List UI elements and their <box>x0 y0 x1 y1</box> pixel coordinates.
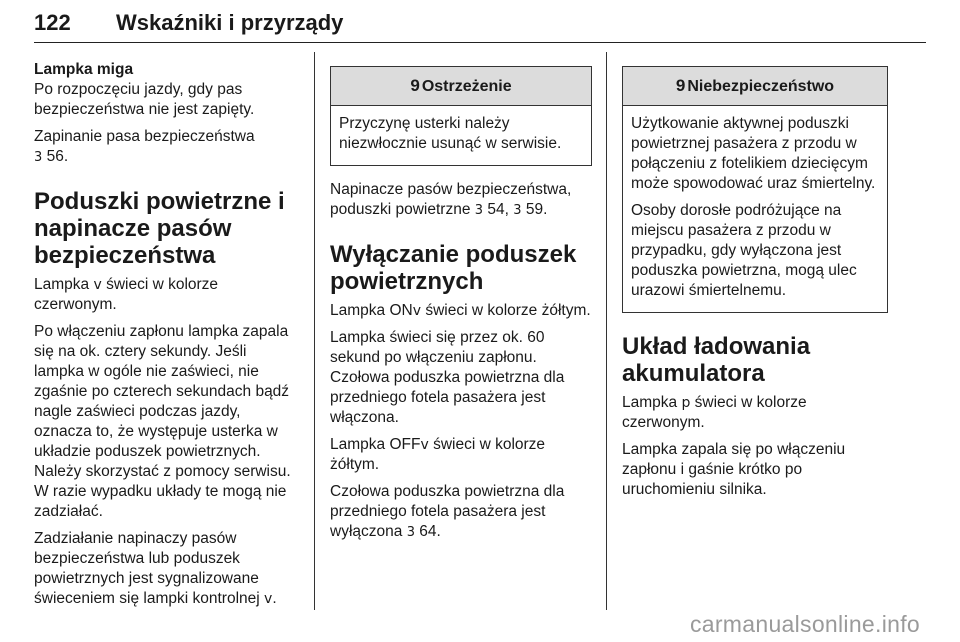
warning-header <box>331 67 591 106</box>
page-header <box>34 10 926 42</box>
page-number: 122 <box>34 10 71 35</box>
header-rule <box>34 42 926 43</box>
airbag-on-icon: v <box>412 303 421 319</box>
airbag-seatbelt-icon: v <box>93 277 102 293</box>
page-reference: 56. <box>46 148 69 165</box>
paragraph: Po rozpoczęciu jazdy, gdy pas bezpieczeństwa nie jest zapięty. <box>34 81 255 118</box>
paragraph: Zadziałanie napinaczy pasów bezpieczeństwa lub poduszek powietrznych jest sygnalizowane świeceniem się lampki kontrolnej v. <box>34 530 277 607</box>
cross-reference-arrow-icon: 3 <box>474 203 484 218</box>
watermark: carmanualsonline.info <box>689 611 920 637</box>
column-2 <box>330 66 592 550</box>
paragraph: Czołowa poduszka powietrzna dla przedniego fotela pasażera jest wyłączona 3 64. <box>330 483 565 540</box>
lead-heading: Lampka miga <box>34 61 134 78</box>
cross-reference-arrow-icon: 3 <box>513 203 522 218</box>
paragraph: Lampka OFFv świeci w kolorze żółtym. <box>330 436 546 473</box>
danger-text: Użytkowanie aktywnej poduszki powietrznej pasażera z przodu w połączeniu z fotelikiem dziecięcym może spowodować uraz śmiertelny. <box>631 115 876 192</box>
page-title: Wskaźniki i przyrządy <box>116 10 344 35</box>
paragraph: Lampka p świeci w kolorze czerwonym. <box>622 394 807 431</box>
warning-text: Przyczynę usterki należy niezwłocznie usunąć w serwisie. <box>339 115 562 152</box>
danger-text: Osoby dorosłe podróżujące na miejscu pasażera z przodu w przypadku, gdy wyłączona jest poduszka powietrzna, mogą ulec urazowi śmiertelnemu. <box>631 202 857 299</box>
danger-header <box>623 67 887 106</box>
paragraph: Zapinanie pasa bezpieczeństwa 3 56. <box>34 128 255 165</box>
paragraph: Napinacze pasów bezpieczeństwa, poduszki powietrzne 3 54, 3 59. <box>330 181 572 218</box>
column-divider <box>606 52 607 610</box>
section-heading: Układ ładowania akumulatora <box>622 333 811 387</box>
paragraph: Lampka ONv świeci w kolorze żółtym. <box>330 302 591 319</box>
page-reference: 59. <box>525 201 548 218</box>
paragraph: Po włączeniu zapłonu lampka zapala się na ok. cztery sekundy. Jeśli lampka w ogóle nie zaświeci, nie zgaśnie po czterech sekundach bądź nagle zaświeci podczas jazdy, oznacza to, że występuje usterka w układzie poduszek powietrznych. Należy skorzystać z pomocy serwisu. W razie wypadku układy te mogą nie zadziałać. <box>34 323 291 520</box>
warning-triangle-icon: 9 <box>410 76 420 95</box>
warning-box <box>330 66 592 166</box>
section-heading: Wyłączanie poduszek powietrznych <box>330 241 577 295</box>
column-divider <box>314 52 315 610</box>
paragraph: Lampka v świeci w kolorze czerwonym. <box>34 276 219 313</box>
airbag-off-icon: v <box>420 437 429 453</box>
page-reference: 54, <box>487 201 509 218</box>
warning-body <box>331 106 591 165</box>
danger-body <box>623 106 887 312</box>
battery-icon: p <box>681 395 691 411</box>
section-heading: Poduszki powietrzne i napinacze pasów bezpieczeństwa <box>34 188 285 269</box>
danger-box <box>622 66 888 313</box>
column-1 <box>34 60 300 616</box>
airbag-seatbelt-icon: v <box>264 591 273 607</box>
column-3 <box>622 66 888 507</box>
cross-reference-arrow-icon: 3 <box>406 525 415 540</box>
cross-reference-arrow-icon: 3 <box>34 150 43 165</box>
paragraph: Lampka zapala się po włączeniu zapłonu i gaśnie krótko po uruchomieniu silnika. <box>622 441 846 498</box>
page-reference: 64. <box>419 523 441 540</box>
paragraph: Lampka świeci się przez ok. 60 sekund po włączeniu zapłonu. Czołowa poduszka powietrzna dla przedniego fotela pasażera jest włączona. <box>330 329 565 426</box>
warning-title: Ostrzeżenie <box>421 78 512 95</box>
warning-triangle-icon: 9 <box>675 76 686 95</box>
danger-title: Niebezpieczeństwo <box>687 78 835 95</box>
